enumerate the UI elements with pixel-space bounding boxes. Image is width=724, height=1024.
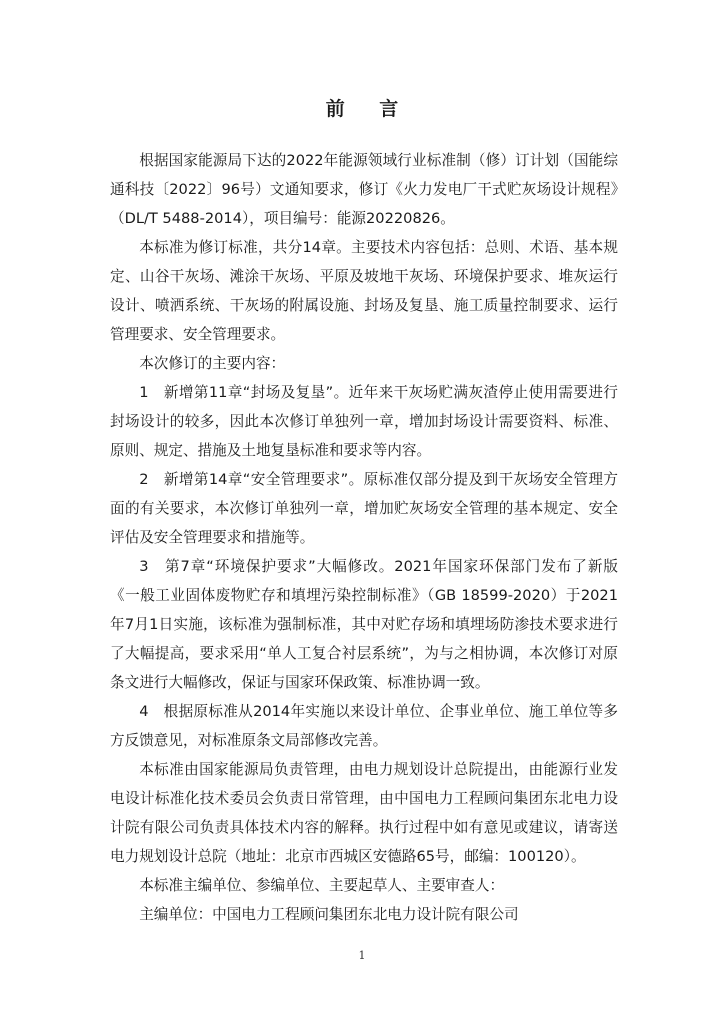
- paragraph-management: 本标准由国家能源局负责管理，由电力规划设计总院提出，由能源行业发电设计标准化技术委员会负责日常管理，由中国电力工程顾问集团东北电力设计院有限公司负责具体技术内容的解释。执行过程中如有意见或建议，请寄送电力规划设计总院（地址：北京市西城区安德路65号，邮编：100120）。: [110, 761, 618, 865]
- paragraph-drafting-units-intro: 本标准主编单位、参编单位、主要起草人、主要审查人：: [139, 877, 505, 894]
- paragraph-change-2: 2 新增第14章“安全管理要求”。原标准仅部分提及到干灰场安全管理方面的有关要求，本次修订单独列一章，增加贮灰场安全管理的基本规定、安全评估及安全管理要求和措施等。: [110, 471, 618, 546]
- paragraph-chief-editor-unit: 主编单位：中国电力工程顾问集团东北电力设计院有限公司: [139, 906, 519, 923]
- paragraph-change-4: 4 根据原标准从2014年实施以来设计单位、企事业单位、施工单位等多方反馈意见，对标准原条文局部修改完善。: [110, 703, 618, 749]
- paragraph-main-changes-heading: 本次修订的主要内容：: [139, 355, 286, 372]
- paragraph-revision-basis: 根据国家能源局下达的2022年能源领域行业标准制（修）订计划（国能综通科技〔2022〕96号）文通知要求，修订《火力发电厂干式贮灰场设计规程》（DL/T 5488-2014），项目编号：能源20220826。: [110, 152, 618, 227]
- page-number: 1: [358, 949, 366, 962]
- document-body: [110, 146, 618, 929]
- paragraph-change-3: 3 第7章“环境保护要求”大幅修改。2021年国家环保部门发布了新版《一般工业固体废物贮存和填埋污染控制标准》（GB 18599-2020）于2021年7月1日实施，该标准为强制标准，其中对贮存场和填埋场防渗技术要求进行了大幅提高，要求采用“单人工复合衬层系统”，为与之相协调，本次修订对原条文进行大幅修改，保证与国家环保政策、标准协调一致。: [110, 558, 618, 691]
- paragraph-standard-overview: 本标准为修订标准，共分14章。主要技术内容包括：总则、术语、基本规定、山谷干灰场、滩涂干灰场、平原及坡地干灰场、环境保护要求、堆灰运行设计、喷洒系统、干灰场的附属设施、封场及复垦、施工质量控制要求、运行管理要求、安全管理要求。: [110, 239, 618, 343]
- page-title: 前 言: [325, 98, 413, 120]
- paragraph-change-1: 1 新增第11章“封场及复垦”。近年来干灰场贮满灰渣停止使用需要进行封场设计的较多，因此本次修订单独列一章，增加封场设计需要资料、标准、原则、规定、措施及土地复垦标准和要求等内容。: [110, 384, 618, 459]
